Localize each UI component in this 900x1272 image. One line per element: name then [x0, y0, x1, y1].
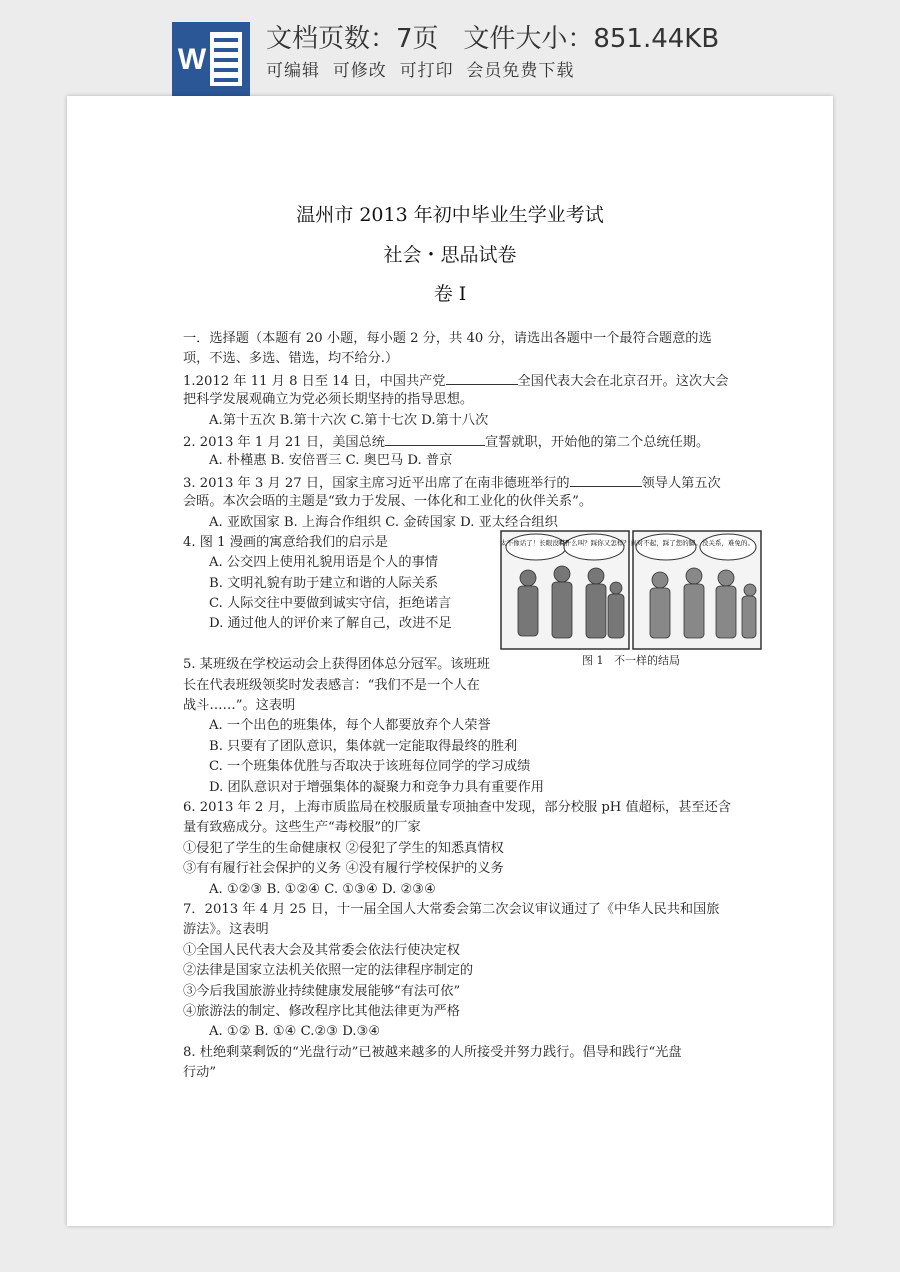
question-7-statement: ①全国人民代表大会及其常委会依法行使决定权: [183, 942, 460, 958]
download-banner: [0, 0, 900, 96]
question-3-options: A. 亚欧国家 B. 上海合作组织 C. 金砖国家 D. 亚太经合组织: [209, 514, 558, 530]
question-1-stem: 1.2012 年 11 月 8 日至 14 日，中国共产党 全国代表大会在北京召开。这次大会: [183, 370, 787, 390]
question-7-statement: ②法律是国家立法机关依照一定的法律程序制定的: [183, 963, 474, 979]
comic-figure: [500, 530, 762, 670]
question-6-statement: ①侵犯了学生的生命健康权 ②侵犯了学生的知悉真情权: [183, 840, 504, 856]
question-5-stem: 长在代表班级领奖时发表感言：“我们不是一个人在: [183, 677, 480, 693]
figure-caption: 图 1 不一样的结局: [582, 654, 680, 667]
speech-bubble-text: 没关系，难免的。: [702, 539, 754, 547]
question-7-statement: ④旅游法的制定、修改程序比其他法律更为严格: [183, 1003, 460, 1019]
question-2-options: A. 朴槿惠 B. 安倍晋三 C. 奥巴马 D. 普京: [209, 453, 453, 469]
question-7-stem: 游法》。这表明: [183, 922, 269, 938]
question-4-option: C. 人际交往中要做到诚实守信，拒绝诺言: [209, 596, 452, 612]
speech-bubble-text: 叫什么叫？踩你又怎样？: [558, 539, 630, 547]
exam-title: 温州市 2013 年初中毕业生学业考试: [296, 204, 604, 226]
question-8-stem: 8. 杜绝剩菜剩饭的“光盘行动”已被越来越多的人所接受并努力践行。倡导和践行“光盘: [183, 1044, 682, 1060]
question-5-option: C. 一个班集体优胜与否取决于该班每位同学的学习成绩: [209, 759, 531, 775]
document-page: [67, 96, 833, 1226]
comic-illustration: [500, 530, 762, 652]
question-7-options: A. ①② B. ①④ C.②③ D.③④: [209, 1024, 381, 1040]
question-4-stem: 4. 图 1 漫画的寓意给我们的启示是: [183, 534, 388, 550]
question-8-stem: 行动”: [183, 1065, 217, 1081]
question-6-statement: ③有有履行社会保护的义务 ④没有履行学校保护的义务: [183, 861, 504, 877]
section-intro: 一．选择题（本题有 20 小题，每小题 2 分，共 40 分，请选出各题中一个最符合题意的选: [183, 331, 712, 346]
question-5-stem: 5. 某班级在学校运动会上获得团体总分冠军。该班班: [183, 657, 490, 673]
speech-bubble-text: 真对不起，踩了您的脚。: [630, 539, 702, 547]
exam-subtitle: 社会・思品试卷: [383, 244, 517, 266]
question-list: [183, 329, 787, 1083]
question-5-stem: 战斗……”。这表明: [183, 698, 296, 714]
answer-blank: [385, 431, 485, 446]
answer-blank: [446, 370, 518, 385]
word-icon-letter: W: [177, 43, 207, 76]
section-intro: 项，不选、多选、错选，均不给分.）: [183, 351, 399, 367]
question-6-options: A. ①②③ B. ①②④ C. ①③④ D. ②③④: [209, 881, 436, 897]
file-info: 文档页数：7页 文件大小：851.44KB: [266, 24, 720, 54]
question-7-stem: 7．2013 年 4 月 25 日，十一届全国人大常委会第二次会议审议通过了《中华人民共和国旅: [183, 901, 720, 917]
question-2-stem: 2. 2013 年 1 月 21 日，美国总统 宣誓就职，开始他的第二个总统任期。: [183, 431, 787, 451]
question-1-options: A.第十五次 B.第十六次 C.第十七次 D.第十八次: [209, 412, 489, 428]
question-5-option: A. 一个出色的班集体，每个人都要放弃个人荣誉: [209, 718, 491, 734]
exam-volume: 卷 I: [433, 283, 467, 305]
answer-blank: [570, 472, 642, 487]
question-3-stem: 会晤。本次会晤的主题是“致力于发展、一体化和工业化的伙伴关系”。: [183, 494, 593, 510]
word-document-icon: [172, 22, 250, 96]
question-4-option: A. 公交四上使用礼貌用语是个人的事情: [209, 555, 438, 571]
question-4-option: B. 文明礼貌有助于建立和谐的人际关系: [209, 575, 439, 591]
question-6-stem: 6. 2013 年 2 月，上海市质监局在校服质量专项抽查中发现，部分校服 pH 值超标，甚至还含: [183, 799, 731, 815]
file-features: 可编辑 可修改 可打印 会员免费下载: [266, 61, 575, 81]
question-4-option: D. 通过他人的评价来了解自己，改进不足: [209, 616, 452, 632]
question-5-option: D. 团队意识对于增强集体的凝聚力和竞争力具有重要作用: [209, 779, 544, 795]
question-7-statement: ③今后我国旅游业持续健康发展能够“有法可依”: [183, 983, 461, 999]
speech-bubble-text: 太不像话了！长眼没有？: [500, 539, 572, 547]
question-6-stem: 量有致癌成分。这些生产“毒校服”的厂家: [183, 820, 421, 836]
question-5-option: B. 只要有了团队意识，集体就一定能取得最终的胜利: [209, 738, 518, 754]
question-3-stem: 3. 2013 年 3 月 27 日，国家主席习近平出席了在南非德班举行的 领导人第五次: [183, 472, 787, 492]
question-1-stem: 把科学发展观确立为党必须长期坚持的指导思想。: [183, 392, 474, 408]
